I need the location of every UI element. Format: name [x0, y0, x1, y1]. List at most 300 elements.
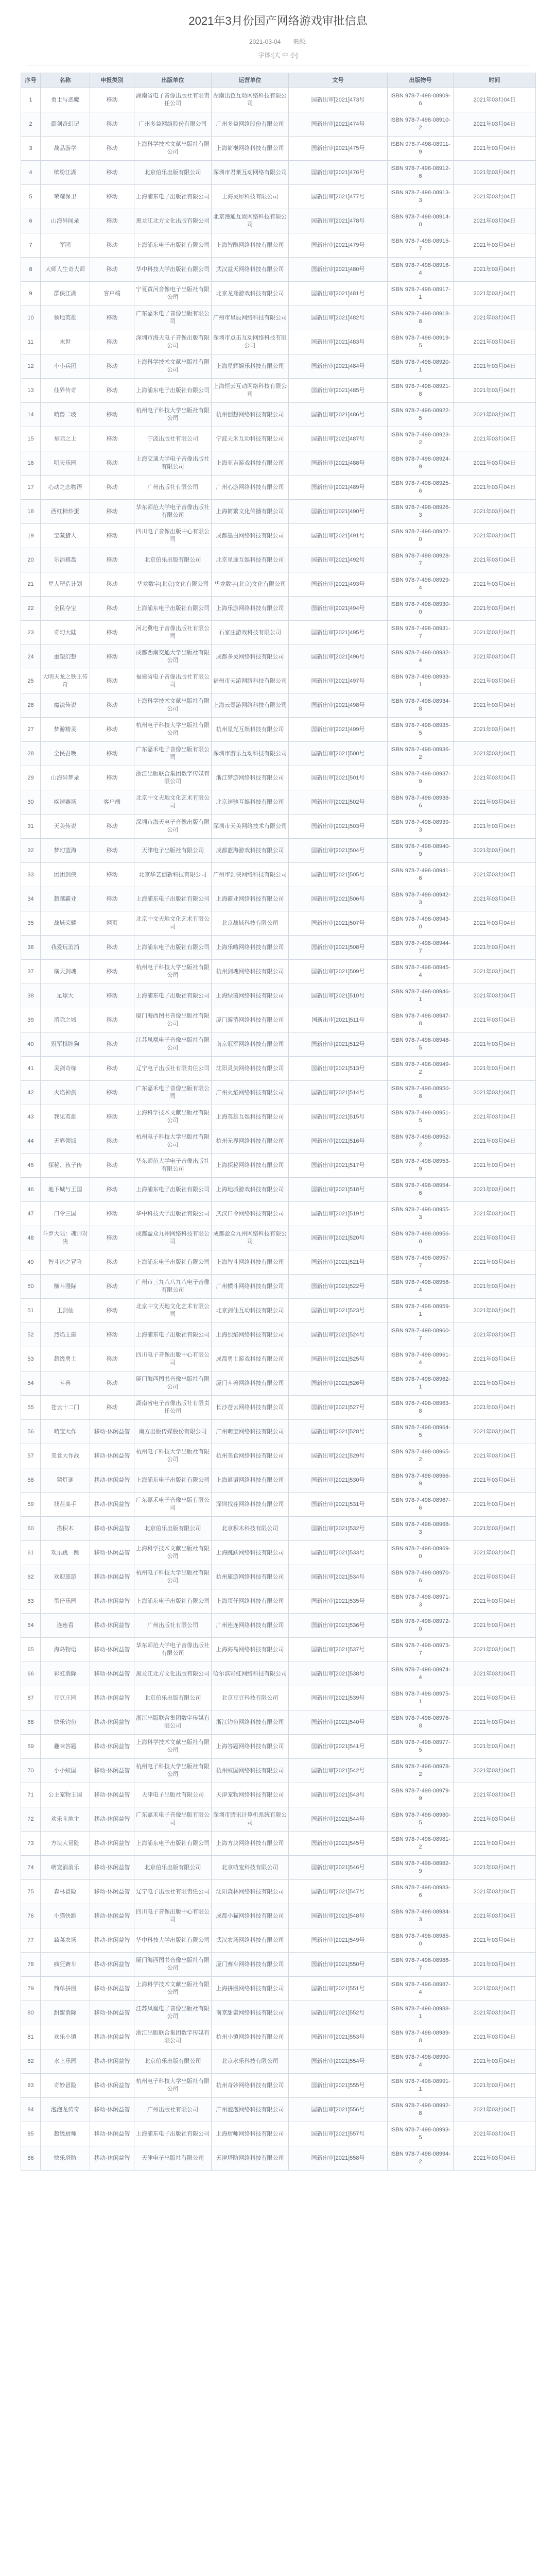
cell-category: 移动	[90, 403, 134, 427]
col-header-index: 序号	[21, 73, 41, 88]
table-row	[21, 1807, 536, 1832]
cell-date: 2021年03月04日	[454, 1589, 536, 1614]
cell-date: 2021年03月04日	[454, 887, 536, 911]
cell-category: 移动-休闲益智	[90, 1517, 134, 1541]
cell-category: 移动-休闲益智	[90, 1856, 134, 1880]
cell-index: 30	[21, 790, 41, 815]
cell-doc-number: 国新出审[2021]492号	[289, 548, 388, 572]
table-row	[21, 2049, 536, 2074]
cell-publisher: 广东嘉禾电子音像出版有限公司	[134, 306, 212, 330]
cell-isbn: ISBN 978-7-498-08926-3	[388, 500, 454, 524]
cell-publisher: 华中科技大学出版社有限公司	[134, 1202, 212, 1226]
cell-date: 2021年03月04日	[454, 1565, 536, 1589]
cell-index: 1	[21, 88, 41, 112]
cell-date: 2021年03月04日	[454, 1178, 536, 1202]
cell-date: 2021年03月04日	[454, 960, 536, 984]
cell-index: 18	[21, 500, 41, 524]
cell-isbn: ISBN 978-7-498-08922-5	[388, 403, 454, 427]
cell-date: 2021年03月04日	[454, 742, 536, 766]
table-row	[21, 330, 536, 354]
cell-isbn: ISBN 978-7-498-08940-9	[388, 839, 454, 863]
cell-publisher: 华东师范大学电子音像出版社有限公司	[134, 500, 212, 524]
cell-date: 2021年03月04日	[454, 379, 536, 403]
cell-isbn: ISBN 978-7-498-08951-5	[388, 1105, 454, 1129]
table-row	[21, 112, 536, 137]
cell-doc-number: 国新出审[2021]553号	[289, 2025, 388, 2049]
cell-category: 移动-休闲益智	[90, 2146, 134, 2171]
cell-doc-number: 国新出审[2021]554号	[289, 2049, 388, 2074]
cell-doc-number: 国新出审[2021]490号	[289, 500, 388, 524]
cell-doc-number: 国新出审[2021]530号	[289, 1468, 388, 1493]
cell-operator: 广州多益网络股份有限公司	[212, 112, 289, 137]
cell-publisher: 广州市三九八八九八电子音像有限公司	[134, 1275, 212, 1299]
cell-category: 移动	[90, 1105, 134, 1129]
col-header-operator: 运营单位	[212, 73, 289, 88]
cell-operator: 南京冠军网络科技有限公司	[212, 1032, 289, 1057]
cell-operator: 杭州小镇网络科技有限公司	[212, 2025, 289, 2049]
cell-category: 移动	[90, 451, 134, 476]
cell-category: 移动-休闲益智	[90, 2001, 134, 2025]
cell-category: 移动-休闲益智	[90, 1444, 134, 1468]
cell-index: 36	[21, 936, 41, 960]
cell-category: 移动-休闲益智	[90, 1759, 134, 1783]
cell-date: 2021年03月04日	[454, 1856, 536, 1880]
cell-name: 蛋仔乐园	[41, 1589, 90, 1614]
cell-index: 16	[21, 451, 41, 476]
cell-publisher: 杭州电子科技大学出版社有限公司	[134, 403, 212, 427]
page-title: 2021年3月份国产网络游戏审批信息	[188, 14, 368, 27]
cell-publisher: 广州多益网络股份有限公司	[134, 112, 212, 137]
cell-date: 2021年03月04日	[454, 936, 536, 960]
cell-isbn: ISBN 978-7-498-08966-9	[388, 1468, 454, 1493]
cell-name: 公主宠物王国	[41, 1783, 90, 1807]
cell-category: 移动-休闲益智	[90, 1541, 134, 1565]
cell-operator: 哈尔滨彩虹网络科技有限公司	[212, 1662, 289, 1686]
cell-date: 2021年03月04日	[454, 2025, 536, 2049]
cell-index: 28	[21, 742, 41, 766]
cell-name: 搭积木	[41, 1517, 90, 1541]
cell-index: 31	[21, 815, 41, 839]
table-row	[21, 960, 536, 984]
cell-operator: 深圳市腾讯计算机系统有限公司	[212, 1807, 289, 1832]
table-row	[21, 936, 536, 960]
cell-index: 48	[21, 1226, 41, 1250]
cell-operator: 湖南出色互动网络科技有限公司	[212, 88, 289, 112]
cell-category: 移动	[90, 669, 134, 693]
cell-isbn: ISBN 978-7-498-08947-8	[388, 1008, 454, 1032]
cell-operator: 上海简繁文化传播有限公司	[212, 500, 289, 524]
table-row	[21, 1710, 536, 1735]
cell-category: 移动	[90, 1178, 134, 1202]
cell-isbn: ISBN 978-7-498-08923-2	[388, 427, 454, 451]
cell-isbn: ISBN 978-7-498-08986-7	[388, 1953, 454, 1977]
cell-name: 大明天龙之铁王传奇	[41, 669, 90, 693]
cell-date: 2021年03月04日	[454, 815, 536, 839]
cell-date: 2021年03月04日	[454, 1154, 536, 1178]
cell-index: 70	[21, 1759, 41, 1783]
cell-index: 64	[21, 1614, 41, 1638]
cell-doc-number: 国新出审[2021]527号	[289, 1396, 388, 1420]
cell-publisher: 广州出版社有限公司	[134, 1614, 212, 1638]
cell-publisher: 广州出版社有限公司	[134, 2098, 212, 2122]
table-row	[21, 1565, 536, 1589]
cell-doc-number: 国新出审[2021]522号	[289, 1275, 388, 1299]
cell-isbn: ISBN 978-7-498-08962-1	[388, 1371, 454, 1396]
cell-category: 移动	[90, 1154, 134, 1178]
cell-doc-number: 国新出审[2021]535号	[289, 1589, 388, 1614]
cell-name: 全民召唤	[41, 742, 90, 766]
col-header-isbn: 出版物号	[388, 73, 454, 88]
cell-date: 2021年03月04日	[454, 911, 536, 936]
table-row	[21, 1420, 536, 1444]
cell-date: 2021年03月04日	[454, 1008, 536, 1032]
cell-isbn: ISBN 978-7-498-08968-3	[388, 1517, 454, 1541]
cell-doc-number: 国新出审[2021]557号	[289, 2122, 388, 2146]
cell-category: 移动	[90, 1250, 134, 1275]
cell-index: 37	[21, 960, 41, 984]
font-size-control[interactable]: 字体:[大 中 小]	[258, 52, 298, 59]
cell-operator: 上海拼图网络科技有限公司	[212, 1977, 289, 2001]
table-row	[21, 1008, 536, 1032]
cell-index: 29	[21, 766, 41, 790]
cell-operator: 上海答题网络科技有限公司	[212, 1735, 289, 1759]
cell-category: 移动-休闲益智	[90, 1420, 134, 1444]
cell-publisher: 上海科学技术文献出版社有限公司	[134, 354, 212, 379]
cell-name: 缤纷江湖	[41, 161, 90, 185]
cell-date: 2021年03月04日	[454, 88, 536, 112]
cell-index: 33	[21, 863, 41, 887]
cell-name: 战品游学	[41, 137, 90, 161]
cell-operator: 上海星辉娱乐科技有限公司	[212, 354, 289, 379]
cell-publisher: 上海科学技术文献出版社有限公司	[134, 137, 212, 161]
cell-doc-number: 国新出审[2021]544号	[289, 1807, 388, 1832]
cell-date: 2021年03月04日	[454, 548, 536, 572]
cell-date: 2021年03月04日	[454, 1468, 536, 1493]
cell-name: 欢乐小镇	[41, 2025, 90, 2049]
cell-category: 移动	[90, 645, 134, 669]
cell-doc-number: 国新出审[2021]550号	[289, 1953, 388, 1977]
cell-category: 移动	[90, 1323, 134, 1347]
cell-category: 移动	[90, 209, 134, 233]
cell-operator: 沈阳灵剑网络科技有限公司	[212, 1057, 289, 1081]
cell-publisher: 天津电子出版社有限公司	[134, 839, 212, 863]
cell-category: 移动-休闲益智	[90, 2074, 134, 2098]
cell-index: 78	[21, 1953, 41, 1977]
cell-category: 移动	[90, 1057, 134, 1081]
cell-doc-number: 国新出审[2021]503号	[289, 815, 388, 839]
cell-date: 2021年03月04日	[454, 476, 536, 500]
table-row	[21, 669, 536, 693]
cell-name: 心动之恋物语	[41, 476, 90, 500]
cell-index: 82	[21, 2049, 41, 2074]
cell-doc-number: 国新出审[2021]476号	[289, 161, 388, 185]
cell-category: 移动-休闲益智	[90, 1953, 134, 1977]
cell-isbn: ISBN 978-7-498-08958-4	[388, 1275, 454, 1299]
cell-doc-number: 国新出审[2021]496号	[289, 645, 388, 669]
cell-category: 客户端	[90, 282, 134, 306]
cell-name: 火焰神剑	[41, 1081, 90, 1105]
publish-date: 2021-03-04	[249, 38, 281, 45]
cell-doc-number: 国新出审[2021]531号	[289, 1493, 388, 1517]
cell-date: 2021年03月04日	[454, 1323, 536, 1347]
cell-publisher: 天津电子出版社有限公司	[134, 2146, 212, 2171]
cell-publisher: 辽宁电子出版社有限责任公司	[134, 1057, 212, 1081]
cell-category: 移动	[90, 1347, 134, 1371]
table-row	[21, 2098, 536, 2122]
cell-publisher: 上海浦东电子出版社有限公司	[134, 185, 212, 209]
cell-publisher: 北京中文天地文化艺术有限公司	[134, 911, 212, 936]
cell-category: 移动	[90, 766, 134, 790]
cell-name: 荣耀保卫	[41, 185, 90, 209]
cell-doc-number: 国新出审[2021]537号	[289, 1638, 388, 1662]
cell-index: 34	[21, 887, 41, 911]
cell-date: 2021年03月04日	[454, 2122, 536, 2146]
cell-index: 72	[21, 1807, 41, 1832]
cell-doc-number: 国新出审[2021]480号	[289, 258, 388, 282]
cell-index: 32	[21, 839, 41, 863]
cell-operator: 深圳找茬网络科技有限公司	[212, 1493, 289, 1517]
cell-operator: 北京积木科技有限公司	[212, 1517, 289, 1541]
cell-publisher: 广州出版社有限公司	[134, 476, 212, 500]
cell-category: 移动-休闲益智	[90, 2025, 134, 2049]
cell-operator: 上海厨师网络科技有限公司	[212, 2122, 289, 2146]
cell-operator: 福州市天游网络科技有限公司	[212, 669, 289, 693]
cell-date: 2021年03月04日	[454, 669, 536, 693]
cell-date: 2021年03月04日	[454, 137, 536, 161]
table-row	[21, 1759, 536, 1783]
cell-name: 大师人生奇大师	[41, 258, 90, 282]
cell-operator: 杭州无界网络科技有限公司	[212, 1129, 289, 1154]
cell-publisher: 上海浦东电子出版社有限公司	[134, 936, 212, 960]
table-row	[21, 1638, 536, 1662]
cell-operator: 上海烈焰网络科技有限公司	[212, 1323, 289, 1347]
cell-name: 快乐钓鱼	[41, 1710, 90, 1735]
approval-table	[21, 73, 536, 2171]
cell-index: 5	[21, 185, 41, 209]
cell-publisher: 上海浦东电子出版社有限公司	[134, 1832, 212, 1856]
cell-isbn: ISBN 978-7-498-08944-7	[388, 936, 454, 960]
table-row	[21, 1226, 536, 1250]
cell-category: 移动-休闲益智	[90, 1614, 134, 1638]
table-row	[21, 1856, 536, 1880]
cell-category: 移动	[90, 984, 134, 1008]
cell-date: 2021年03月04日	[454, 282, 536, 306]
cell-doc-number: 国新出审[2021]482号	[289, 306, 388, 330]
cell-isbn: ISBN 978-7-498-08987-4	[388, 1977, 454, 2001]
cell-isbn: ISBN 978-7-498-08943-0	[388, 911, 454, 936]
cell-operator: 北京星途互娱科技有限公司	[212, 548, 289, 572]
cell-isbn: ISBN 978-7-498-08913-3	[388, 185, 454, 209]
table-row	[21, 185, 536, 209]
cell-doc-number: 国新出审[2021]517号	[289, 1154, 388, 1178]
cell-name: 重塑幻想	[41, 645, 90, 669]
cell-operator: 成都蓝海游戏科技有限公司	[212, 839, 289, 863]
cell-date: 2021年03月04日	[454, 597, 536, 621]
cell-date: 2021年03月04日	[454, 2146, 536, 2171]
cell-index: 55	[21, 1396, 41, 1420]
cell-publisher: 杭州电子科技大学出版社有限公司	[134, 1565, 212, 1589]
cell-doc-number: 国新出审[2021]511号	[289, 1008, 388, 1032]
cell-doc-number: 国新出审[2021]473号	[289, 88, 388, 112]
cell-isbn: ISBN 978-7-498-08959-1	[388, 1299, 454, 1323]
cell-publisher: 北京中文天地文化艺术有限公司	[134, 790, 212, 815]
cell-doc-number: 国新出审[2021]514号	[289, 1081, 388, 1105]
cell-publisher: 上海浦东电子出版社有限公司	[134, 1178, 212, 1202]
cell-date: 2021年03月04日	[454, 403, 536, 427]
cell-name: 斗罗大陆：魂师对决	[41, 1226, 90, 1250]
cell-doc-number: 国新出审[2021]507号	[289, 911, 388, 936]
cell-index: 83	[21, 2074, 41, 2098]
cell-category: 移动	[90, 742, 134, 766]
table-row	[21, 839, 536, 863]
cell-index: 7	[21, 233, 41, 258]
cell-publisher: 黑龙江北方文化出版有限公司	[134, 209, 212, 233]
cell-category: 移动-休闲益智	[90, 1832, 134, 1856]
cell-category: 移动-休闲益智	[90, 1928, 134, 1953]
cell-publisher: 华龙数字(北京)文化有限公司	[134, 572, 212, 597]
cell-operator: 上海地城游戏科技有限公司	[212, 1178, 289, 1202]
cell-name: 快乐塔防	[41, 2146, 90, 2171]
cell-isbn: ISBN 978-7-498-08971-3	[388, 1589, 454, 1614]
cell-publisher: 厦门海西图书音像出版社有限公司	[134, 1008, 212, 1032]
cell-publisher: 浙江出版联合集团数字传媒有限公司	[134, 766, 212, 790]
cell-index: 47	[21, 1202, 41, 1226]
cell-operator: 杭州星光互娱科技有限公司	[212, 718, 289, 742]
cell-operator: 上海乐嗨网络科技有限公司	[212, 936, 289, 960]
cell-index: 4	[21, 161, 41, 185]
cell-date: 2021年03月04日	[454, 185, 536, 209]
cell-category: 移动	[90, 379, 134, 403]
cell-operator: 广州火焰网络科技有限公司	[212, 1081, 289, 1105]
cell-doc-number: 国新出审[2021]484号	[289, 354, 388, 379]
cell-operator: 宁波天禾互动科技有限公司	[212, 427, 289, 451]
cell-operator: 上海绿茵网络科技有限公司	[212, 984, 289, 1008]
cell-operator: 广州市剑侠网络科技有限公司	[212, 863, 289, 887]
cell-publisher: 北京伯乐出版有限公司	[134, 161, 212, 185]
cell-isbn: ISBN 978-7-498-08936-2	[388, 742, 454, 766]
table-row	[21, 233, 536, 258]
cell-isbn: ISBN 978-7-498-08931-7	[388, 621, 454, 645]
cell-isbn: ISBN 978-7-498-08975-1	[388, 1686, 454, 1710]
cell-doc-number: 国新出审[2021]524号	[289, 1323, 388, 1347]
cell-date: 2021年03月04日	[454, 524, 536, 548]
cell-index: 46	[21, 1178, 41, 1202]
cell-publisher: 杭州电子科技大学出版社有限公司	[134, 1759, 212, 1783]
cell-operator: 上海智斗网络科技有限公司	[212, 1250, 289, 1275]
cell-doc-number: 国新出审[2021]543号	[289, 1783, 388, 1807]
cell-publisher: 湖南省电子音像出版社有限责任公司	[134, 1396, 212, 1420]
cell-operator: 深圳市游乐互动科技有限公司	[212, 742, 289, 766]
cell-operator: 上海方块网络科技有限公司	[212, 1832, 289, 1856]
cell-doc-number: 国新出审[2021]548号	[289, 1904, 388, 1928]
cell-name: 王剑仙	[41, 1299, 90, 1323]
cell-date: 2021年03月04日	[454, 984, 536, 1008]
cell-category: 移动-休闲益智	[90, 1880, 134, 1904]
cell-operator: 北京萌宠科技有限公司	[212, 1856, 289, 1880]
cell-index: 39	[21, 1008, 41, 1032]
cell-isbn: ISBN 978-7-498-08973-7	[388, 1638, 454, 1662]
cell-name: 末世	[41, 330, 90, 354]
cell-isbn: ISBN 978-7-498-08937-9	[388, 766, 454, 790]
cell-isbn: ISBN 978-7-498-08970-6	[388, 1565, 454, 1589]
cell-name: 奇妙冒险	[41, 2074, 90, 2098]
cell-index: 53	[21, 1347, 41, 1371]
cell-name: 萌宠消消乐	[41, 1856, 90, 1880]
cell-doc-number: 国新出审[2021]489号	[289, 476, 388, 500]
cell-date: 2021年03月04日	[454, 1057, 536, 1081]
col-header-publisher: 出版单位	[134, 73, 212, 88]
cell-operator: 成都墨白网络科技有限公司	[212, 524, 289, 548]
cell-category: 移动	[90, 936, 134, 960]
table-row	[21, 1154, 536, 1178]
cell-index: 63	[21, 1589, 41, 1614]
cell-category: 移动	[90, 1008, 134, 1032]
cell-name: 我见英雄	[41, 1105, 90, 1129]
cell-publisher: 江苏凤凰电子音像出版社有限公司	[134, 1032, 212, 1057]
col-header-name: 名称	[41, 73, 90, 88]
cell-category: 移动	[90, 815, 134, 839]
table-row	[21, 209, 536, 233]
cell-name: 连连看	[41, 1614, 90, 1638]
cell-publisher: 上海交通大学电子音像出版社有限公司	[134, 451, 212, 476]
cell-publisher: 辽宁电子出版社有限责任公司	[134, 1880, 212, 1904]
cell-date: 2021年03月04日	[454, 1105, 536, 1129]
cell-date: 2021年03月04日	[454, 2001, 536, 2025]
table-row	[21, 1129, 536, 1154]
cell-doc-number: 国新出审[2021]491号	[289, 524, 388, 548]
cell-index: 49	[21, 1250, 41, 1275]
cell-index: 79	[21, 1977, 41, 2001]
cell-publisher: 北京华艺创新科技有限公司	[134, 863, 212, 887]
table-row	[21, 258, 536, 282]
cell-doc-number: 国新出审[2021]558号	[289, 2146, 388, 2171]
cell-doc-number: 国新出审[2021]501号	[289, 766, 388, 790]
cell-category: 移动	[90, 233, 134, 258]
cell-isbn: ISBN 978-7-498-08921-8	[388, 379, 454, 403]
cell-doc-number: 国新出审[2021]546号	[289, 1856, 388, 1880]
cell-name: 简单拼图	[41, 1977, 90, 2001]
cell-name: 战域荣耀	[41, 911, 90, 936]
cell-isbn: ISBN 978-7-498-08952-2	[388, 1129, 454, 1154]
cell-category: 移动	[90, 597, 134, 621]
cell-category: 移动	[90, 548, 134, 572]
cell-date: 2021年03月04日	[454, 1275, 536, 1299]
cell-date: 2021年03月04日	[454, 1420, 536, 1444]
cell-name: 苍云十二门	[41, 1396, 90, 1420]
cell-isbn: ISBN 978-7-498-08990-4	[388, 2049, 454, 2074]
cell-isbn: ISBN 978-7-498-08988-1	[388, 2001, 454, 2025]
cell-date: 2021年03月04日	[454, 1662, 536, 1686]
cell-category: 移动	[90, 161, 134, 185]
cell-index: 60	[21, 1517, 41, 1541]
cell-date: 2021年03月04日	[454, 209, 536, 233]
cell-isbn: ISBN 978-7-498-08979-9	[388, 1783, 454, 1807]
cell-name: 足球大	[41, 984, 90, 1008]
cell-isbn: ISBN 978-7-498-08911-9	[388, 137, 454, 161]
cell-index: 68	[21, 1710, 41, 1735]
cell-name: 西红柿炒蛋	[41, 500, 90, 524]
table-row	[21, 1662, 536, 1686]
table-row	[21, 403, 536, 427]
cell-doc-number: 国新出审[2021]504号	[289, 839, 388, 863]
cell-index: 35	[21, 911, 41, 936]
cell-doc-number: 国新出审[2021]525号	[289, 1347, 388, 1371]
cell-name: 天美传说	[41, 815, 90, 839]
cell-index: 6	[21, 209, 41, 233]
cell-isbn: ISBN 978-7-498-08929-4	[388, 572, 454, 597]
cell-category: 移动	[90, 1032, 134, 1057]
cell-doc-number: 国新出审[2021]494号	[289, 597, 388, 621]
